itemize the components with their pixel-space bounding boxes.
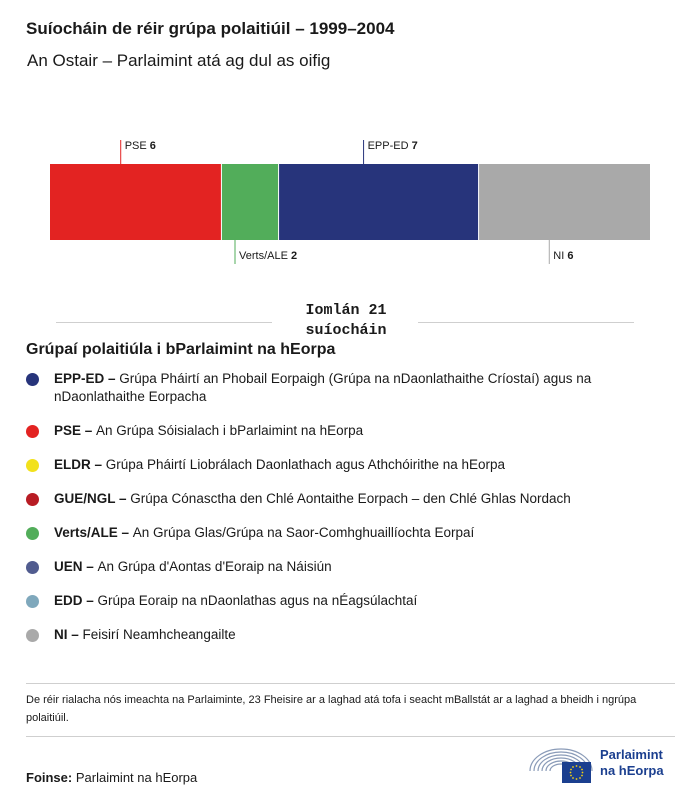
bar-data-label: Verts/ALE 2 (239, 250, 298, 262)
legend-text: Grúpa Cónasctha den Chlé Aontaithe Eorpach – den Chlé Ghlas Nordach (130, 491, 571, 506)
legend-abbr: GUE/NGL (54, 491, 116, 506)
hemicycle-icon (528, 745, 594, 785)
logo-text: Parlaimint na hEorpa (600, 747, 664, 778)
legend-color-dot (26, 629, 39, 642)
chart-subtitle: An Ostair – Parlaimint atá ag dul as oifig (27, 51, 331, 70)
legend-color-dot (26, 527, 39, 540)
legend-item: UEN – An Grúpa d'Aontas d'Eoraip na Náisiún (26, 558, 666, 592)
legend-abbr: NI (54, 627, 68, 642)
bar-segment-ni (479, 164, 650, 240)
footnote: De réir rialacha nós imeachta na Parlaiminte, 23 Fheisire ar a laghad atá tofa i seacht mBallstát ar a laghad a bheidh i ngrúpa polaitiúil. (26, 694, 637, 724)
seat-distribution-chart (0, 130, 700, 280)
legend-color-dot (26, 373, 39, 386)
legend-text: An Grúpa d'Aontas d'Eoraip na Náisiún (97, 559, 332, 574)
legend (26, 370, 666, 660)
total-seats-label: Iomlán 21 suíocháin (305, 302, 387, 339)
legend-text: Grúpa Eoraip na nDaonlathas agus na nÉagsúlachtaí (97, 593, 418, 608)
european-parliament-logo (528, 744, 678, 786)
divider (26, 683, 675, 684)
legend-color-dot (26, 595, 39, 608)
bar-data-label: NI 6 (553, 250, 574, 262)
legend-text: Grúpa Pháirtí Liobrálach Daonlathach agus Athchóirithe na hEorpa (105, 457, 506, 472)
bar-segment-pse (50, 164, 221, 240)
legend-abbr: Verts/ALE (54, 525, 118, 540)
legend-item: EDD – Grúpa Eoraip na nDaonlathas agus na nÉagsúlachtaí (26, 592, 666, 626)
source-label: Foinse: (26, 770, 73, 785)
legend-color-dot (26, 425, 39, 438)
legend-item: ELDR – Grúpa Pháirtí Liobrálach Daonlathach agus Athchóirithe na hEorpa (26, 456, 666, 490)
legend-item: NI – Feisirí Neamhcheangailte (26, 626, 666, 660)
legend-color-dot (26, 561, 39, 574)
source-value: Parlaimint na hEorpa (75, 770, 198, 785)
legend-item: Verts/ALE – An Grúpa Glas/Grúpa na Saor-Comhghuaillíochta Eorpaí (26, 524, 666, 558)
legend-text: An Grúpa Sóisialach i bParlaimint na hEorpa (96, 423, 364, 438)
source-line (26, 770, 197, 785)
legend-abbr: EDD (54, 593, 83, 608)
legend-abbr: UEN (54, 559, 83, 574)
legend-item: GUE/NGL – Grúpa Cónasctha den Chlé Aontaithe Eorpach – den Chlé Ghlas Nordach (26, 490, 666, 524)
bar-data-label: EPP-ED 7 (367, 140, 418, 152)
total-rule-right (418, 322, 634, 323)
legend-item: PSE – An Grúpa Sóisialach i bParlaimint na hEorpa (26, 422, 666, 456)
legend-color-dot (26, 459, 39, 472)
legend-abbr: ELDR (54, 457, 91, 472)
divider (26, 736, 675, 737)
bar-segment-epp-ed (279, 164, 479, 240)
legend-title: Grúpaí polaitiúla i bParlaimint na hEorpa (26, 341, 336, 358)
total-rule-left (56, 322, 272, 323)
legend-item: EPP-ED – Grúpa Pháirtí an Phobail Eorpaigh (Grúpa na nDaonlathaithe Críostaí) agus na nDaonlathaithe Eorpacha (26, 370, 666, 422)
bar-data-label: PSE 6 (124, 140, 156, 152)
legend-abbr: PSE (54, 423, 82, 438)
legend-text: An Grúpa Glas/Grúpa na Saor-Comhghuaillíochta Eorpaí (132, 525, 475, 540)
legend-text: Feisirí Neamhcheangailte (82, 627, 236, 642)
bar-segment-verts-ale (221, 164, 278, 240)
legend-color-dot (26, 493, 39, 506)
chart-title: Suíocháin de réir grúpa polaitiúil – 1999–2004 (26, 19, 395, 38)
legend-abbr: EPP-ED (54, 371, 105, 386)
legend-text: Grúpa Pháirtí an Phobail Eorpaigh (Grúpa na nDaonlathaithe Críostaí) agus na nDaonlathaithe Eorpacha (54, 371, 592, 404)
